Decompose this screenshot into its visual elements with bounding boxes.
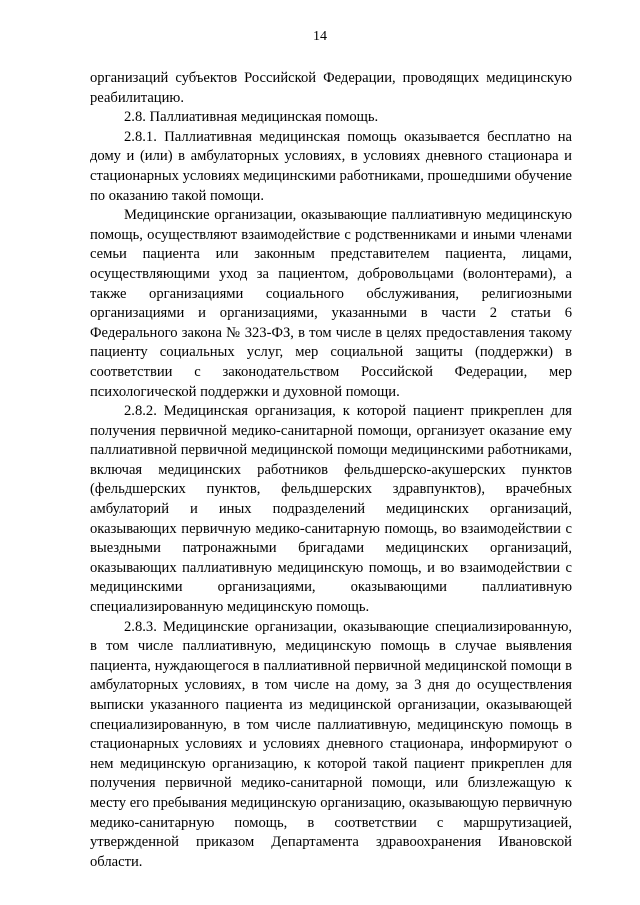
paragraph-continuation: организаций субъектов Российской Федерации, проводящих медицинскую реабилитацию. bbox=[90, 70, 572, 106]
paragraph-interaction: Медицинские организации, оказывающие паллиативную медицинскую помощь, осуществляют взаимодействие с родственниками и иными членами семьи пациента или законным представителем пациента, лицами, осуществляющими уход за пациентом, добровольцами (волонтерами), а также организациями социального обслуживания, религиозными организациями и организациями, указанными в части 2 статьи 6 Федерального закона № 323-ФЗ, в том числе в целях предоставления такому пациенту социальных услуг, мер социальной защиты (поддержки) в соответствии с законодательством Российской Федерации, мер психологической поддержки и духовной помощи. bbox=[90, 207, 572, 400]
page-number: 14 bbox=[313, 29, 327, 44]
clause-2-8-2: 2.8.2. Медицинская организация, к которой пациент прикреплен для получения первичной медико-санитарной помощи, организует оказание ему паллиативной первичной медицинской помощи медицинскими работниками, включая медицинских работников фельдшерско-акушерских пунктов (фельдшерских пунктов, фельдшерских здравпунктов), врачебных амбулаторий и иных подразделений медицинских организаций, оказывающих первичную медико-санитарную помощь, во взаимодействии с выездными патронажными бригадами медицинских организаций, оказывающих паллиативную медицинскую помощь, и во взаимодействии с медицинскими организациями, оказывающими паллиативную специализированную медицинскую помощь. bbox=[90, 403, 572, 616]
section-heading-2-8: 2.8. Паллиативная медицинская помощь. bbox=[124, 109, 379, 126]
clause-2-8-1: 2.8.1. Паллиативная медицинская помощь оказывается бесплатно на дому и (или) в амбулаторных условиях, в условиях дневного стационара и стационарных условиях медицинскими работниками, прошедшими обучение по оказанию такой помощи. bbox=[90, 128, 572, 204]
document-body bbox=[90, 69, 572, 872]
clause-2-8-3: 2.8.3. Медицинские организации, оказывающие специализированную, в том числе паллиативную, медицинскую помощь в случае выявления пациента, нуждающегося в паллиативной первичной медицинской помощи в амбулаторных условиях, в том числе на дому, за 3 дня до осуществления выписки указанного пациента из медицинской организации, оказывающей специализированную, в том числе паллиативную, медицинскую помощь в стационарных условиях и условиях дневного стационара, информируют о нем медицинскую организацию, к которой такой пациент прикреплен для получения первичной медико-санитарной помощи, или близлежащую к месту его пребывания медицинскую организацию, оказывающую первичную медико-санитарную помощь, в соответствии с маршрутизацией, утвержденной приказом Департамента здравоохранения Ивановской области. bbox=[90, 618, 572, 870]
